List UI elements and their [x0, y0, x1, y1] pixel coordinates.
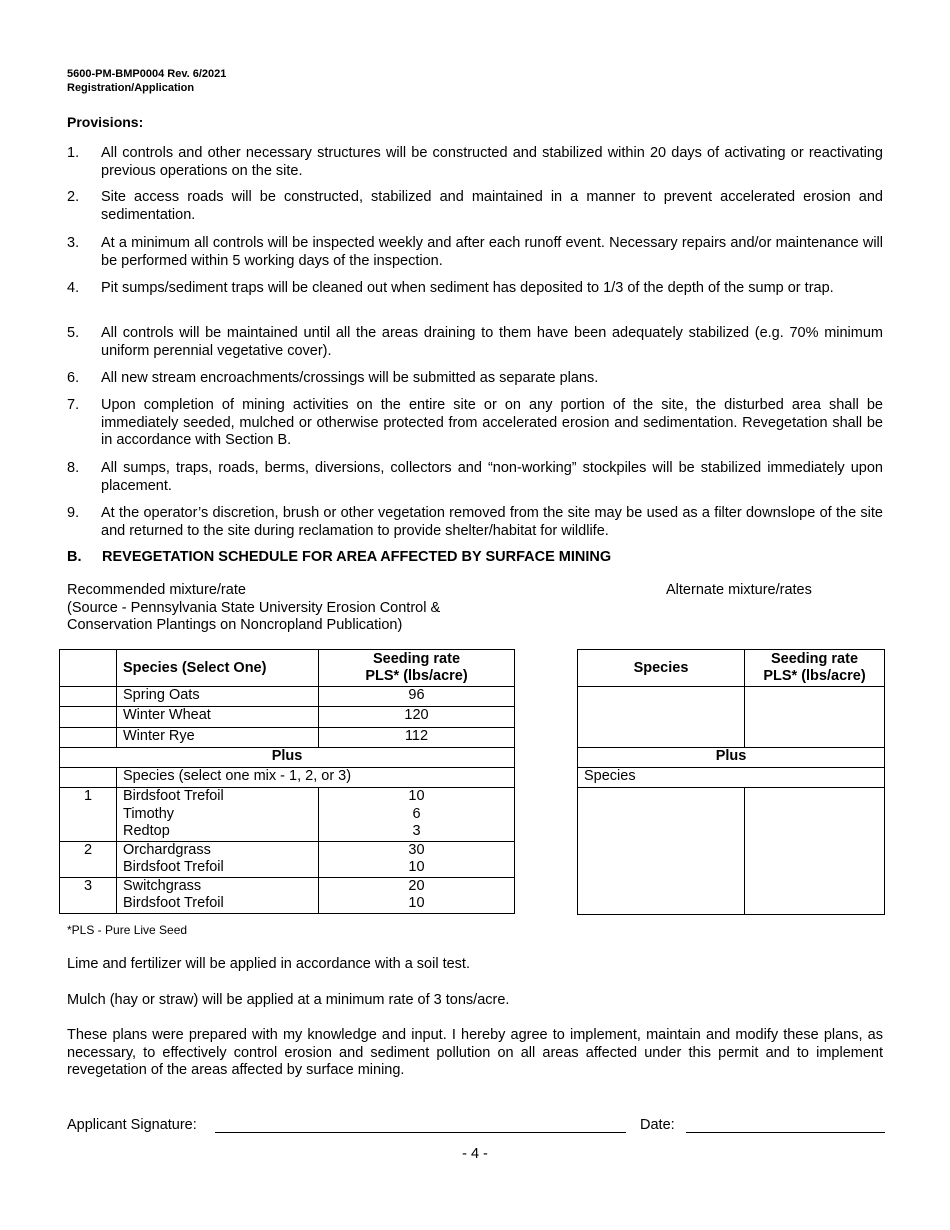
provision-number: 8. [67, 460, 80, 476]
plus-row [60, 748, 515, 768]
mix-species: Orchardgrass [123, 841, 211, 858]
mix-row [60, 841, 515, 877]
provision-item [67, 370, 883, 388]
provision-item [67, 145, 883, 180]
applicant-signature-field[interactable] [215, 1132, 626, 1133]
species-cell: Winter Rye [117, 728, 319, 748]
provision-number: 9. [67, 505, 80, 521]
alternate-label: Alternate mixture/rates [666, 582, 812, 598]
section-title: REVEGETATION SCHEDULE FOR AREA AFFECTED BY SURFACE MINING [102, 549, 612, 565]
provision-item [67, 460, 883, 495]
provision-item [67, 235, 883, 270]
header-rate-line2: PLS* (lbs/acre) [365, 668, 468, 684]
provisions-title: Provisions: [67, 114, 144, 130]
form-id: 5600-PM-BMP0004 Rev. 6/2021 [67, 68, 227, 80]
mix-rate-cell [319, 841, 515, 877]
provision-item [67, 397, 883, 450]
mix-species: Birdsfoot Trefoil [123, 788, 224, 804]
mix-rate: 20 [408, 877, 425, 894]
mix-species-cell [117, 841, 319, 877]
table-header-row [578, 650, 885, 687]
header-seeding-rate [319, 650, 515, 687]
table-row [60, 687, 515, 707]
mix-species: Switchgrass [123, 877, 202, 894]
table-row [60, 707, 515, 728]
provision-number: 7. [67, 397, 80, 413]
mix-label: Species (select one mix - 1, 2, or 3) [117, 768, 515, 788]
lime-text: Lime and fertilizer will be applied in accordance with a soil test. [67, 956, 470, 972]
provision-text: All controls will be maintained until all the areas draining to them have been adequately stabilized (e.g. 70% minimum uniform perennial vegetative cover). [101, 325, 883, 359]
rate-cell: 112 [319, 728, 515, 748]
select-cell[interactable] [60, 707, 117, 728]
header-species: Species (Select One) [117, 650, 319, 687]
provision-number: 5. [67, 325, 80, 341]
rate-cell: 96 [319, 687, 515, 707]
mix-rate: 10 [408, 788, 425, 804]
source-line-2: Conservation Plantings on Noncropland Publication) [67, 617, 403, 633]
table-header-row [60, 650, 515, 687]
provision-number: 6. [67, 370, 80, 386]
mix-number[interactable]: 1 [60, 788, 117, 842]
alt-species-label: Species [578, 768, 885, 788]
provision-item [67, 189, 883, 224]
form-name: Registration/Application [67, 82, 195, 94]
provision-number: 2. [67, 189, 80, 205]
mix-species: Timothy [123, 805, 175, 822]
mix-rate: 30 [408, 841, 425, 858]
footnote: *PLS - Pure Live Seed [67, 923, 188, 937]
source-line-1: (Source - Pennsylvania State University Erosion Control & [67, 600, 441, 616]
provision-text: Upon completion of mining activities on the entire site or on any portion of the site, the disturbed area shall be immediately seeded, mulched or otherwise protected from accelerated erosion and sedimentation. Revegetation shall be in accordance with Section B. [101, 397, 883, 448]
provision-number: 4. [67, 280, 80, 296]
plus-label: Plus [60, 748, 515, 768]
provision-text: At a minimum all controls will be inspected weekly and after each runoff event. Necessary repairs and/or maintenance will be performed within 5 working days of the inspection. [101, 235, 883, 269]
header-rate-line1: Seeding rate [372, 651, 461, 667]
mulch-text: Mulch (hay or straw) will be applied at a minimum rate of 3 tons/acre. [67, 992, 510, 1008]
mix-number[interactable]: 3 [60, 877, 117, 913]
alt-rate-field[interactable] [745, 687, 885, 748]
provision-item [67, 325, 883, 360]
mix-number[interactable]: 2 [60, 841, 117, 877]
plus-label: Plus [578, 748, 885, 768]
mix-rate-cell [319, 788, 515, 842]
header-rate-line2: PLS* (lbs/acre) [763, 668, 866, 684]
mix-rate: 3 [412, 823, 421, 839]
recommended-seed-table [59, 649, 515, 914]
mix-row [60, 877, 515, 913]
plus-row [578, 748, 885, 768]
mix-species: Birdsfoot Trefoil [123, 895, 224, 911]
applicant-signature-label: Applicant Signature: [67, 1117, 197, 1133]
mix-rate: 10 [408, 895, 425, 911]
rate-cell: 120 [319, 707, 515, 728]
header-rate-line1: Seeding rate [770, 651, 859, 667]
section-letter: B. [67, 549, 82, 565]
alt-entry-row [578, 687, 885, 748]
provision-text: All new stream encroachments/crossings will be submitted as separate plans. [101, 370, 599, 386]
select-cell[interactable] [60, 728, 117, 748]
mix-rate-cell [319, 877, 515, 913]
section-b-heading [67, 549, 611, 565]
header-blank [60, 650, 117, 687]
mix-rate: 6 [412, 805, 421, 822]
provision-number: 1. [67, 145, 80, 161]
provision-text: At the operator’s discretion, brush or other vegetation removed from the site may be used as a filter downslope of the site and returned to the site during reclamation to provide shelter/habitat for wildlife. [101, 505, 883, 539]
table-row [60, 728, 515, 748]
date-label: Date: [640, 1117, 675, 1133]
mix-label-row [60, 768, 515, 788]
date-field[interactable] [686, 1132, 885, 1133]
mix-species: Redtop [123, 823, 170, 839]
provision-text: All sumps, traps, roads, berms, diversions, collectors and “non-working” stockpiles will be stabilized immediately upon placement. [101, 460, 883, 494]
select-cell[interactable] [60, 687, 117, 707]
alt-rate-field[interactable] [745, 788, 885, 915]
provision-number: 3. [67, 235, 80, 251]
page-number: - 4 - [462, 1146, 488, 1162]
alt-species-label-row [578, 768, 885, 788]
select-cell [60, 768, 117, 788]
alt-species-field[interactable] [578, 788, 745, 915]
header-species: Species [578, 650, 745, 687]
provision-text: Pit sumps/sediment traps will be cleaned out when sediment has deposited to 1/3 of the depth of the sump or trap. [101, 280, 834, 296]
provision-item [67, 280, 883, 298]
alt-entry-row [578, 788, 885, 915]
species-cell: Spring Oats [117, 687, 319, 707]
species-cell: Winter Wheat [117, 707, 319, 728]
mix-rate: 10 [408, 859, 425, 875]
mix-row [60, 788, 515, 842]
provision-item [67, 505, 883, 540]
mix-species-cell [117, 788, 319, 842]
agreement-text: These plans were prepared with my knowledge and input. I hereby agree to implement, maintain and modify these plans, as necessary, to effectively control erosion and sediment pollution on all areas affected under this permit and to implement revegetation of the areas affected by surface mining. [67, 1027, 883, 1078]
alternate-seed-table [577, 649, 885, 915]
recommended-label: Recommended mixture/rate [67, 582, 246, 598]
mix-species: Birdsfoot Trefoil [123, 859, 224, 875]
alt-species-field[interactable] [578, 687, 745, 748]
mix-species-cell [117, 877, 319, 913]
provision-text: Site access roads will be constructed, stabilized and maintained in a manner to prevent accelerated erosion and sedimentation. [101, 189, 883, 223]
header-seeding-rate [745, 650, 885, 687]
provision-text: All controls and other necessary structures will be constructed and stabilized within 20 days of activating or reactivating previous operations on the site. [101, 145, 883, 179]
